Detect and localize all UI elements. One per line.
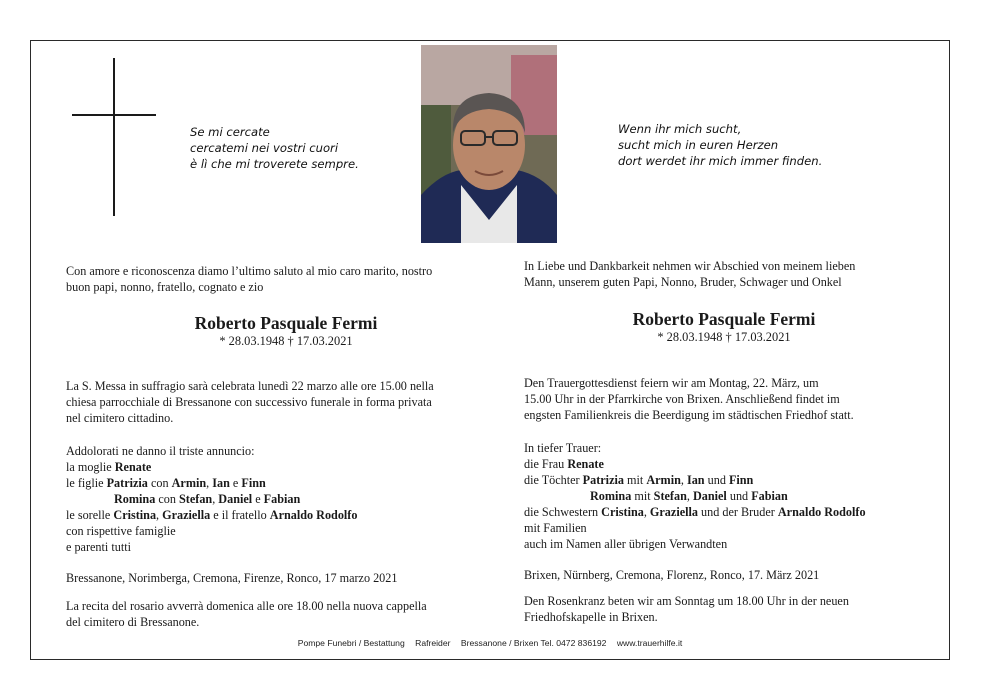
life-dates: * 28.03.1948 † 17.03.2021 [657, 330, 791, 344]
portrait-photo [421, 45, 557, 243]
italian-quote: Se mi cercate cercatemi nei vostri cuori è lì che mi troverete sempre. [190, 125, 359, 171]
german-text [524, 258, 924, 290]
deceased-name: Roberto Pasquale Fermi [632, 309, 816, 329]
daughter-line: Romina con Stefan, Daniel e Fabian [114, 492, 301, 506]
intro-line: Con amore e riconoscenza diamo l’ultimo saluto al mio caro marito, nostro [66, 264, 433, 278]
siblings-line: le sorelle Cristina, Graziella e il fratello Arnaldo Rodolfo [66, 508, 358, 522]
funeral-home-footer: Pompe Funebri / Bestattung Rafreider Bressanone / Brixen Tel. 0472 836192 www.trauerhilfe.it [297, 638, 683, 648]
intro-line: In Liebe und Dankbarkeit nehmen wir Abschied von meinem lieben [524, 259, 856, 273]
daughter-line: le figlie Patrizia con Armin, Ian e Finn [66, 476, 266, 490]
italian-mass: La S. Messa in suffragio sarà celebrata lunedì 22 marzo alle ore 15.00 nella chiesa parrocchiale di Bressanone con successivo funerale in forma privata nel cimitero cittadino. [66, 379, 434, 425]
daughter-line: die Töchter Patrizia mit Armin, Ian und Finn [524, 473, 754, 487]
italian-name-block [66, 313, 496, 349]
german-place-date: Brixen, Nürnberg, Cremona, Florenz, Ronco, 17. März 2021 [524, 568, 820, 582]
website-link: www.trauerhilfe.it [616, 638, 683, 648]
italian-mourners: Addolorati ne danno il triste annuncio: la moglie Renate le figlie Patrizia con Armin, Ian e Finn Romina con Stefan, Daniel e Fabian le sorelle Cristina, Graziella e il fratello Arnaldo Rodolfo con rispettive famiglie e parenti tutti [66, 443, 496, 555]
wife-line: die Frau Renate [524, 457, 604, 471]
german-rosary: Den Rosenkranz beten wir am Sonntag um 18.00 Uhr in der neuen Friedhofskapelle in Brixen. [524, 594, 849, 624]
intro-line: buon papi, nonno, fratello, cognato e zio [66, 280, 264, 294]
italian-place-date: Bressanone, Norimberga, Cremona, Firenze, Ronco, 17 marzo 2021 [66, 571, 398, 585]
intro-line: Mann, unserem guten Papi, Nonno, Bruder, Schwager und Onkel [524, 275, 842, 289]
german-mass: Den Trauergottesdienst feiern wir am Montag, 22. März, um 15.00 Uhr in der Pfarrkirche von Brixen. Anschließend findet im engsten Familienkreis die Beerdigung im städtischen Friedhof statt. [524, 376, 854, 422]
german-mourners: In tiefer Trauer: die Frau Renate die Töchter Patrizia mit Armin, Ian und Finn Romina mit Stefan, Daniel und Fabian die Schwestern Cristina, Graziella und der Bruder Arnaldo Rodolfo mit Familien auch im Namen aller übrigen Verwandten [524, 440, 924, 552]
german-name-block [524, 309, 924, 345]
cross-icon [113, 58, 115, 216]
siblings-line: die Schwestern Cristina, Graziella und der Bruder Arnaldo Rodolfo [524, 505, 866, 519]
wife-line: la moglie Renate [66, 460, 152, 474]
deceased-name: Roberto Pasquale Fermi [194, 313, 378, 333]
italian-text [66, 263, 496, 295]
german-quote: Wenn ihr mich sucht, sucht mich in euren Herzen dort werdet ihr mich immer finden. [618, 122, 823, 168]
cross-icon-bar [72, 114, 156, 116]
daughter-line: Romina mit Stefan, Daniel und Fabian [590, 489, 788, 503]
portrait-image [421, 45, 557, 243]
italian-rosary: La recita del rosario avverrà domenica alle ore 18.00 nella nuova cappella del cimitero di Bressanone. [66, 599, 427, 629]
life-dates: * 28.03.1948 † 17.03.2021 [219, 334, 353, 348]
